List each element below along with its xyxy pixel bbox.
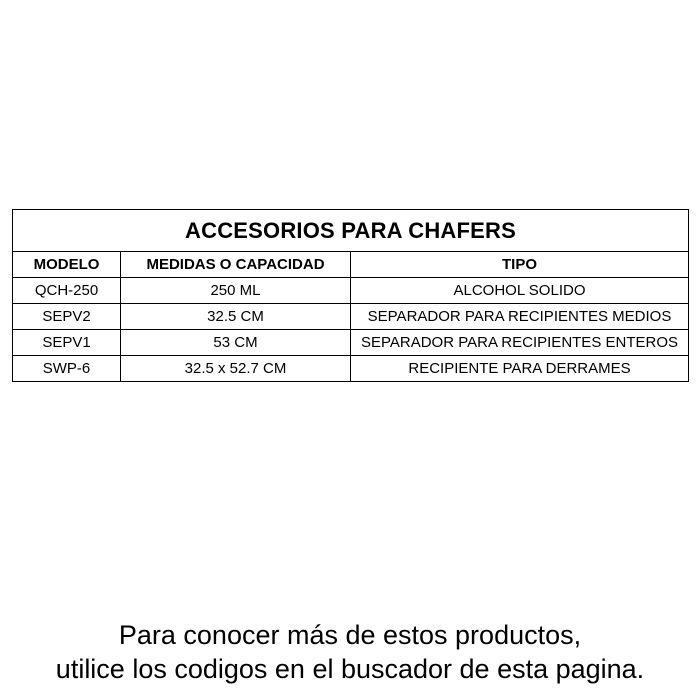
accessories-table <box>12 209 689 382</box>
cell-size: 32.5 x 52.7 CM <box>121 356 351 382</box>
cell-size: 250 ML <box>121 278 351 304</box>
cell-size: 32.5 CM <box>121 304 351 330</box>
cell-model: SWP-6 <box>13 356 121 382</box>
cell-size: 53 CM <box>121 330 351 356</box>
footer-line-2: utilice los codigos en el buscador de esta pagina. <box>55 654 645 684</box>
header-type: TIPO <box>351 252 689 278</box>
header-model: MODELO <box>13 252 121 278</box>
table-row <box>13 304 689 330</box>
cell-model: SEPV2 <box>13 304 121 330</box>
cell-type: ALCOHOL SOLIDO <box>351 278 689 304</box>
table-title: ACCESORIOS PARA CHAFERS <box>13 210 689 252</box>
table-row <box>13 330 689 356</box>
header-size: MEDIDAS O CAPACIDAD <box>121 252 351 278</box>
table-header-row <box>13 252 689 278</box>
cell-type: SEPARADOR PARA RECIPIENTES ENTEROS <box>351 330 689 356</box>
table-row <box>13 278 689 304</box>
table-row <box>13 356 689 382</box>
footer-note <box>0 618 700 686</box>
cell-type: SEPARADOR PARA RECIPIENTES MEDIOS <box>351 304 689 330</box>
cell-model: SEPV1 <box>13 330 121 356</box>
accessories-table-container <box>12 209 688 382</box>
footer-line-1: Para conocer más de estos productos, <box>118 620 582 650</box>
cell-model: QCH-250 <box>13 278 121 304</box>
cell-type: RECIPIENTE PARA DERRAMES <box>351 356 689 382</box>
